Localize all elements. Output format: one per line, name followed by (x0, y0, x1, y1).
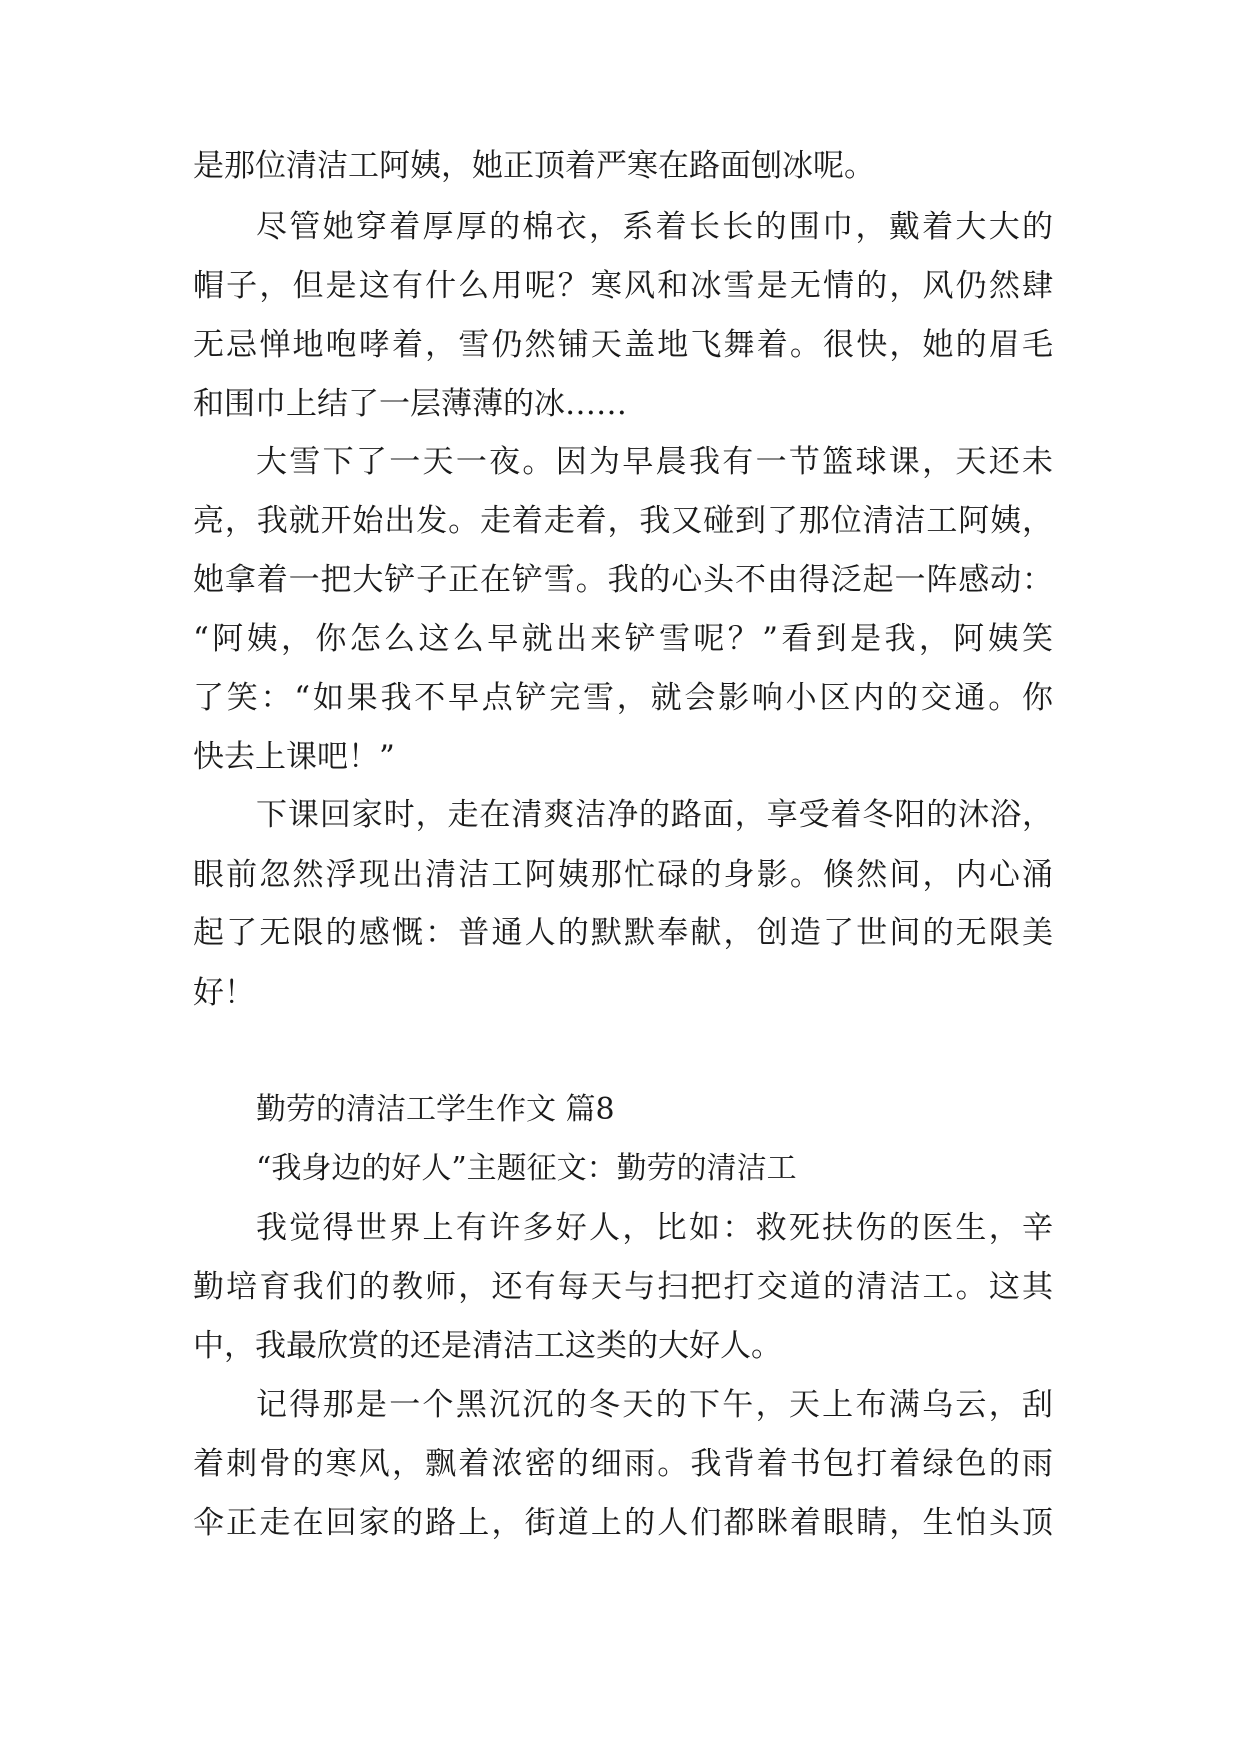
text-line: 中，我最欣赏的还是清洁工这类的大好人。 (193, 1328, 782, 1364)
text-line: 快去上课吧！” (193, 739, 395, 775)
text-line: 好！ (193, 975, 255, 1011)
text-line: “阿姨，你怎么这么早就出来铲雪呢？”看到是我，阿姨笑 (193, 621, 1053, 657)
text-line: 她拿着一把大铲子正在铲雪。我的心头不由得泛起一阵感动： (193, 562, 1053, 598)
section-heading: 勤劳的清洁工学生作文 篇8 (256, 1092, 615, 1127)
text-line: 眼前忽然浮现出清洁工阿姨那忙碌的身影。倏然间，内心涌 (193, 857, 1053, 893)
text-line: 了笑：“如果我不早点铲完雪，就会影响小区内的交通。你 (193, 680, 1053, 716)
text-line: 亮，我就开始出发。走着走着，我又碰到了那位清洁工阿姨， (193, 503, 1053, 539)
text-line: 和围巾上结了一层薄薄的冰…… (193, 386, 627, 422)
text-line: 大雪下了一天一夜。因为早晨我有一节篮球课，天还未 (256, 444, 1053, 480)
text-line: 是那位清洁工阿姨，她正顶着严寒在路面刨冰呢。 (193, 148, 875, 184)
text-line: 下课回家时，走在清爽洁净的路面，享受着冬阳的沐浴， (256, 797, 1053, 833)
text-line: 无忌惮地咆哮着，雪仍然铺天盖地飞舞着。很快，她的眉毛 (193, 327, 1053, 363)
text-line: 着刺骨的寒风，飘着浓密的细雨。我背着书包打着绿色的雨 (193, 1446, 1053, 1482)
text-line: 勤培育我们的教师，还有每天与扫把打交道的清洁工。这其 (193, 1269, 1053, 1305)
text-line: 尽管她穿着厚厚的棉衣，系着长长的围巾，戴着大大的 (256, 209, 1053, 245)
text-line: 帽子，但是这有什么用呢？寒风和冰雪是无情的，风仍然肆 (193, 268, 1053, 304)
text-line: 起了无限的感慨：普通人的默默奉献，创造了世间的无限美 (193, 915, 1053, 951)
essay-title: “我身边的好人”主题征文：勤劳的清洁工 (256, 1151, 797, 1186)
text-line: 伞正走在回家的路上，街道上的人们都眯着眼睛，生怕头顶 (193, 1505, 1053, 1541)
text-line: 我觉得世界上有许多好人，比如：救死扶伤的医生，辛 (256, 1210, 1053, 1246)
text-line: 记得那是一个黑沉沉的冬天的下午，天上布满乌云，刮 (256, 1387, 1053, 1423)
